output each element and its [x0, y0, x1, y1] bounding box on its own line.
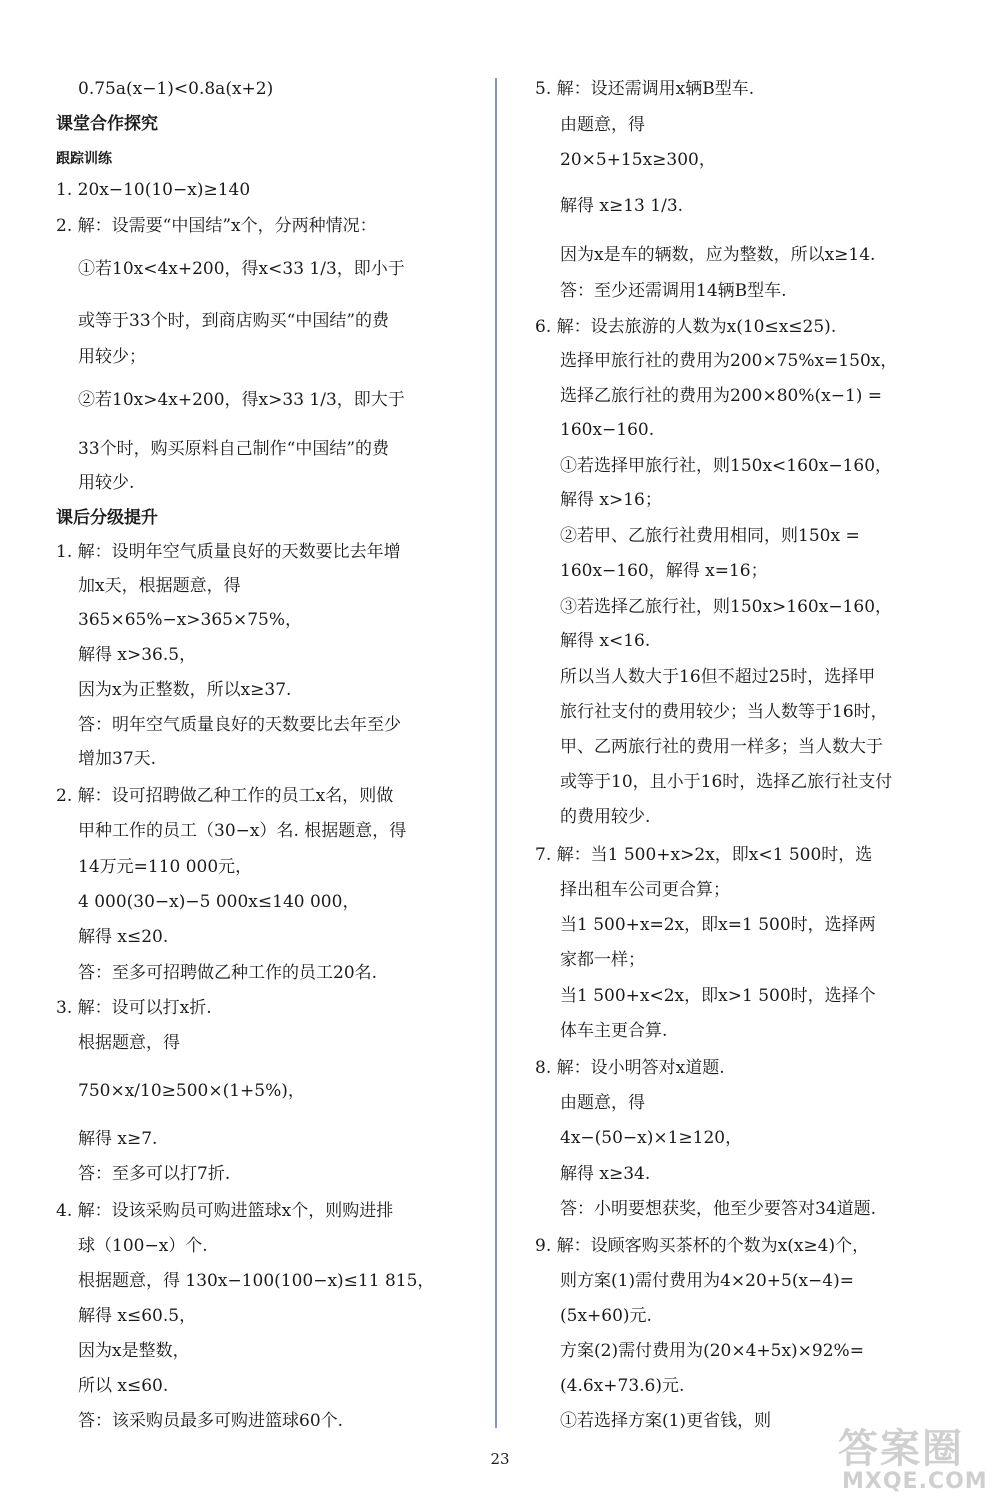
- text-line: 160x−160，解得 x=16；: [560, 561, 768, 581]
- text-line: ②若10x>4x+200，得x>33 1/3，即大于: [78, 390, 405, 410]
- text-line: 750×x/10≥500×(1+5%)，: [78, 1081, 305, 1101]
- text-line: 1. 解：设明年空气质量良好的天数要比去年增: [56, 542, 401, 562]
- text-line: 5. 解：设还需调用x辆B型车.: [535, 79, 755, 99]
- sub-heading: 跟踪训练: [56, 151, 112, 167]
- text-line: 因为x是车的辆数，应为整数，所以x≥14.: [560, 245, 876, 265]
- text-line: 9. 解：设顾客购买茶杯的个数为x(x≥4)个，: [535, 1236, 870, 1256]
- text-line: 由题意，得: [560, 115, 645, 135]
- text-line: 球（100−x）个.: [78, 1236, 208, 1256]
- text-line: ①若10x<4x+200，得x<33 1/3，即小于: [78, 259, 405, 279]
- text-line: 由题意，得: [560, 1093, 645, 1113]
- text-line: 解得 x≥34.: [560, 1164, 651, 1184]
- text-line: 的费用较少.: [560, 807, 651, 827]
- text-line: 答：至多可以打7折.: [78, 1164, 231, 1184]
- section-heading: 课后分级提升: [56, 508, 158, 528]
- text-line: 家都一样；: [560, 950, 645, 970]
- text-line: ①若选择方案(1)更省钱，则: [560, 1411, 772, 1431]
- text-line: 用较少；: [78, 347, 146, 367]
- text-line: 当1 500+x<2x，即x>1 500时，选择个: [560, 986, 876, 1006]
- text-line: 365×65%−x>365×75%，: [78, 610, 303, 630]
- text-line: 甲种工作的员工（30−x）名. 根据题意，得: [78, 821, 407, 841]
- text-line: 加x天，根据题意，得: [78, 576, 241, 596]
- text-line: 答：至少还需调用14辆B型车.: [560, 281, 787, 301]
- text-line: 4x−(50−x)×1≥120，: [560, 1128, 743, 1148]
- text-line: 体车主更合算.: [560, 1021, 668, 1041]
- text-line: 则方案(1)需付费用为4×20+5(x−4)=: [560, 1271, 854, 1291]
- page-number: 23: [490, 1450, 510, 1468]
- text-line: ①若选择甲旅行社，则150x<160x−160，: [560, 456, 893, 476]
- text-line: 根据题意，得: [78, 1033, 180, 1053]
- text-line: 当1 500+x=2x，即x=1 500时，选择两: [560, 915, 876, 935]
- text-line: (4.6x+73.6)元.: [560, 1376, 685, 1396]
- text-line: 解得 x≤60.5，: [78, 1306, 197, 1326]
- text-line: 解得 x≥7.: [78, 1129, 158, 1149]
- watermark-glyph: 答案圈: [838, 1426, 964, 1472]
- text-line: 方案(2)需付费用为(20×4+5x)×92%=: [560, 1341, 864, 1361]
- text-line: 7. 解：当1 500+x>2x，即x<1 500时，选: [535, 845, 873, 865]
- text-line: 2. 解：设需要“中国结”x个，分两种情况：: [56, 216, 377, 236]
- text-line: 160x−160.: [560, 420, 655, 440]
- text-line: ③若选择乙旅行社，则150x>160x−160，: [560, 597, 893, 617]
- column-divider: [495, 78, 497, 1428]
- text-line: 根据题意，得 130x−100(100−x)≤11 815，: [78, 1271, 435, 1291]
- text-line: ②若甲、乙旅行社费用相同，则150x =: [560, 526, 860, 546]
- text-line: 1. 20x−10(10−x)≥140: [56, 180, 251, 200]
- text-line: 答：至多可招聘做乙种工作的员工20名.: [78, 963, 378, 983]
- text-line: (5x+60)元.: [560, 1306, 652, 1326]
- text-line: 或等于33个时，到商店购买“中国结”的费: [78, 311, 390, 331]
- text-line: 答：小明要想获奖，他至少要答对34道题.: [560, 1199, 877, 1219]
- text-line: 择出租车公司更合算；: [560, 880, 730, 900]
- text-line: 2. 解：设可招聘做乙种工作的员工x名，则做: [56, 786, 394, 806]
- text-line: 4. 解：设该采购员可购进篮球x个，则购进排: [56, 1201, 394, 1221]
- text-line: 14万元=110 000元，: [78, 857, 253, 877]
- text-line: 解得 x<16.: [560, 631, 651, 651]
- text-line: 解得 x≥13 1/3.: [560, 196, 684, 216]
- text-line: 选择甲旅行社的费用为200×75%x=150x，: [560, 351, 898, 371]
- watermark-text: MXQE.COM: [842, 1469, 988, 1494]
- text-line: 因为x是整数，: [78, 1341, 190, 1361]
- text-line: 所以当人数大于16但不超过25时，选择甲: [560, 667, 876, 687]
- text-line: 增加37天.: [78, 749, 157, 769]
- text-line: 6. 解：设去旅游的人数为x(10≤x≤25).: [535, 317, 837, 337]
- text-line: 3. 解：设可以打x折.: [56, 998, 212, 1018]
- text-line: 因为x为正整数，所以x≥37.: [78, 680, 292, 700]
- text-line: 0.75a(x−1)<0.8a(x+2): [78, 79, 274, 99]
- text-line: 33个时，购买原料自己制作“中国结”的费: [78, 439, 390, 459]
- text-line: 解得 x>36.5，: [78, 645, 197, 665]
- text-line: 用较少.: [78, 473, 135, 493]
- text-line: 甲、乙两旅行社的费用一样多；当人数大于: [560, 737, 883, 757]
- text-line: 或等于10，且小于16时，选择乙旅行社支付: [560, 772, 893, 792]
- text-line: 4 000(30−x)−5 000x≤140 000，: [78, 892, 360, 912]
- section-heading: 课堂合作探究: [56, 114, 158, 134]
- text-line: 旅行社支付的费用较少；当人数等于16时，: [560, 702, 888, 722]
- text-line: 解得 x≤20.: [78, 927, 169, 947]
- text-line: 选择乙旅行社的费用为200×80%(x−1) =: [560, 386, 883, 406]
- text-line: 答：明年空气质量良好的天数要比去年至少: [78, 715, 401, 735]
- watermark-logo: [830, 1417, 990, 1503]
- text-line: 8. 解：设小明答对x道题.: [535, 1058, 725, 1078]
- text-line: 所以 x≤60.: [78, 1376, 169, 1396]
- text-line: 20×5+15x≥300，: [560, 150, 716, 170]
- text-line: 解得 x>16；: [560, 490, 662, 510]
- text-line: 答：该采购员最多可购进篮球60个.: [78, 1411, 344, 1431]
